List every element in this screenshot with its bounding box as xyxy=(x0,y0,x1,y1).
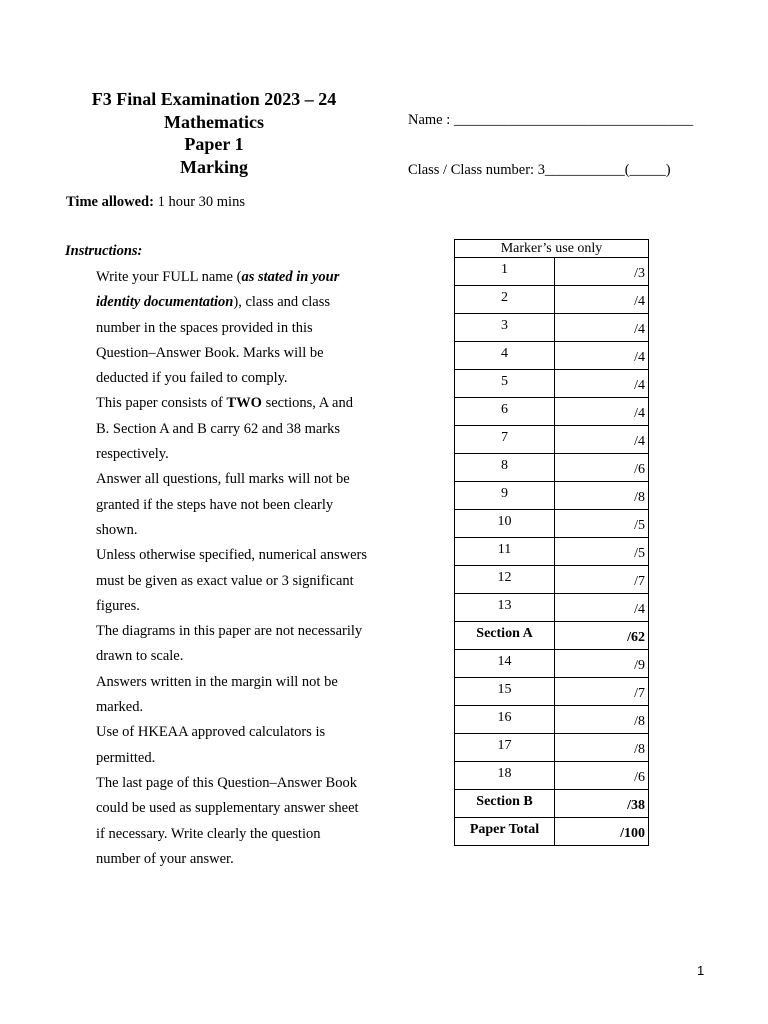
marks-cell[interactable]: /6 xyxy=(555,762,649,790)
question-label: 7 xyxy=(455,426,555,454)
marks-cell[interactable]: /8 xyxy=(555,734,649,762)
page-number: 1 xyxy=(697,963,705,978)
table-row xyxy=(455,538,649,566)
instruction-item: The diagrams in this paper are not necessarily drawn to scale. xyxy=(96,623,363,665)
name-blank[interactable]: _________________________________ xyxy=(453,112,694,128)
instruction-item xyxy=(96,391,368,467)
marks-cell[interactable]: /4 xyxy=(555,398,649,426)
marks-cell[interactable]: /8 xyxy=(555,706,649,734)
section-b-marks[interactable]: /38 xyxy=(555,790,649,818)
marks-cell[interactable]: /4 xyxy=(555,342,649,370)
question-label: 3 xyxy=(455,314,555,342)
question-label: 16 xyxy=(455,706,555,734)
question-label: 18 xyxy=(455,762,555,790)
instruction-text: This paper consists of xyxy=(96,395,227,412)
exam-paper: Paper 1 xyxy=(184,134,244,154)
instruction-emphasis: TWO xyxy=(226,395,262,412)
table-row xyxy=(455,734,649,762)
name-field[interactable] xyxy=(408,112,693,129)
name-label: Name : xyxy=(408,112,454,128)
question-label: 15 xyxy=(455,678,555,706)
table-row xyxy=(455,482,649,510)
marks-cell[interactable]: /4 xyxy=(555,594,649,622)
class-label: Class / Class number: 3 xyxy=(408,162,545,178)
marks-cell[interactable]: /4 xyxy=(555,426,649,454)
instructions-list xyxy=(96,265,368,872)
instruction-text: sections, A and B. Section A and B carry 62 and 38 marks respectively. xyxy=(96,395,353,463)
table-row xyxy=(455,342,649,370)
instruction-item: Use of HKEAA approved calculators is permitted. xyxy=(96,724,326,766)
exam-title: F3 Final Examination 2023 – 24 xyxy=(91,89,337,109)
instruction-item: Answers written in the margin will not be marked. xyxy=(96,673,338,716)
marks-cell[interactable]: /5 xyxy=(555,510,649,538)
table-row xyxy=(455,594,649,622)
instruction-item: Unless otherwise specified, numerical answers must be given as exact value or 3 significant figures. xyxy=(96,547,367,614)
instruction-item xyxy=(96,265,368,391)
table-row xyxy=(455,426,649,454)
marker-table-heading: Marker’s use only xyxy=(455,240,649,258)
question-label: 4 xyxy=(455,342,555,370)
marks-cell[interactable]: /8 xyxy=(555,482,649,510)
class-number-close: ) xyxy=(665,162,671,178)
table-row xyxy=(455,762,649,790)
section-a-marks[interactable]: /62 xyxy=(555,622,649,650)
exam-marking: Marking xyxy=(179,156,248,177)
instruction-item: Answer all questions, full marks will not be granted if the steps have not been clearly shown. xyxy=(96,471,350,538)
section-b-row xyxy=(455,790,649,818)
class-number-open: ( xyxy=(624,162,630,178)
instruction-text: Write your FULL name ( xyxy=(96,269,242,285)
question-label: 1 xyxy=(455,258,555,286)
table-row xyxy=(455,706,649,734)
exam-title-block xyxy=(55,88,373,178)
table-row xyxy=(455,678,649,706)
time-allowed xyxy=(66,194,245,211)
question-label: 11 xyxy=(455,538,555,566)
question-label: 14 xyxy=(455,650,555,678)
class-blank[interactable]: ___________ xyxy=(544,162,625,178)
question-label: 17 xyxy=(455,734,555,762)
marks-cell[interactable]: /7 xyxy=(555,678,649,706)
table-row xyxy=(455,286,649,314)
question-label: 2 xyxy=(455,286,555,314)
marks-cell[interactable]: /9 xyxy=(555,650,649,678)
marks-cell[interactable]: /4 xyxy=(555,370,649,398)
question-label: 5 xyxy=(455,370,555,398)
paper-total-marks[interactable]: /100 xyxy=(555,818,649,846)
table-row xyxy=(455,258,649,286)
instruction-emphasis: as stated in your identity documentation xyxy=(96,269,340,311)
class-field[interactable] xyxy=(408,162,671,179)
marks-cell[interactable]: /5 xyxy=(555,538,649,566)
question-label: 8 xyxy=(455,454,555,482)
question-label: 12 xyxy=(455,566,555,594)
marker-table xyxy=(454,239,649,846)
table-row xyxy=(455,370,649,398)
question-label: 10 xyxy=(455,510,555,538)
marks-cell[interactable]: /4 xyxy=(555,286,649,314)
instructions-heading: Instructions: xyxy=(65,243,143,259)
question-label: 13 xyxy=(455,594,555,622)
table-row xyxy=(455,650,649,678)
marks-cell[interactable]: /3 xyxy=(555,258,649,286)
marks-cell[interactable]: /7 xyxy=(555,566,649,594)
section-b-label: Section B xyxy=(455,790,555,818)
paper-total-label: Paper Total xyxy=(455,818,555,846)
table-row xyxy=(455,510,649,538)
table-row xyxy=(455,398,649,426)
time-value: 1 hour 30 mins xyxy=(153,194,245,210)
question-label: 9 xyxy=(455,482,555,510)
table-row xyxy=(455,454,649,482)
marks-cell[interactable]: /6 xyxy=(555,454,649,482)
table-row xyxy=(455,566,649,594)
question-label: 6 xyxy=(455,398,555,426)
instruction-item: The last page of this Question–Answer Book could be used as supplementary answer sheet if necessary. Write clearly the question number of your answer. xyxy=(96,774,359,867)
time-label: Time allowed: xyxy=(66,194,154,210)
section-a-label: Section A xyxy=(455,622,555,650)
exam-subject: Mathematics xyxy=(164,111,264,132)
instruction-text: ), class and class number in the spaces provided in this Question–Answer Book. Marks will be deducted if you failed to comply. xyxy=(96,294,330,387)
class-number-blank[interactable]: _____ xyxy=(629,162,666,178)
paper-total-row xyxy=(455,818,649,846)
table-row xyxy=(455,314,649,342)
section-a-row xyxy=(455,622,649,650)
marks-cell[interactable]: /4 xyxy=(555,314,649,342)
